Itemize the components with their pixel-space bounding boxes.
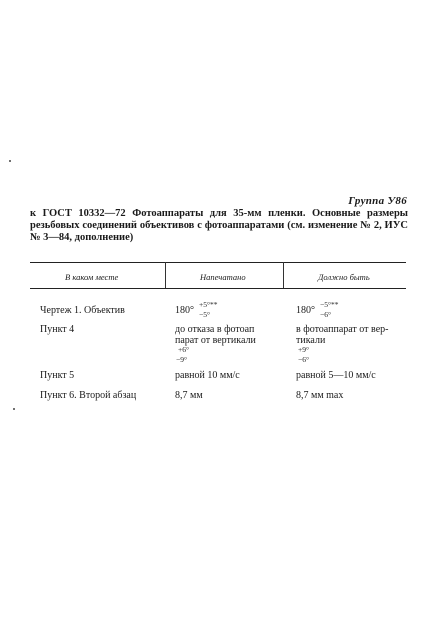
column-header-place: В каком месте <box>65 272 119 282</box>
speck-mark <box>9 160 11 162</box>
correct-lower-tolerance: −6° <box>320 310 331 319</box>
row-printed <box>175 305 194 316</box>
printed-lower-tolerance: −5° <box>199 310 210 319</box>
row-correct: 8,7 мм max <box>296 390 344 401</box>
printed-lower-tolerance: −9° <box>176 355 187 364</box>
printed-line: до отказа в фотоап <box>175 324 255 335</box>
column-divider <box>283 262 284 288</box>
printed-upper-tolerance: +6° <box>178 345 189 354</box>
correct-upper-tolerance: +9° <box>298 345 309 354</box>
column-header-printed: Напечатано <box>200 272 246 282</box>
correct-lower-tolerance: −6° <box>298 355 309 364</box>
row-place: Пункт 4 <box>40 324 75 335</box>
correct-line: тикали <box>296 335 326 346</box>
column-divider <box>165 262 166 288</box>
row-place: Чертеж 1. Объектив <box>40 305 125 316</box>
printed-angle: 180° <box>175 305 194 316</box>
table-top-rule <box>30 262 406 263</box>
correct-line: в фотоаппарат от вер- <box>296 324 389 335</box>
table-header-rule <box>30 288 406 289</box>
row-printed: 8,7 мм <box>175 390 203 401</box>
row-correct <box>296 305 315 316</box>
correct-upper-tolerance: −5°** <box>320 300 339 309</box>
printed-upper-tolerance: +5°** <box>199 300 218 309</box>
column-header-correct: Должно быть <box>318 272 370 282</box>
group-label: Группа У86 <box>348 195 407 207</box>
row-printed: равной 10 мм/с <box>175 370 240 381</box>
row-place: Пункт 6. Второй абзац <box>40 390 137 401</box>
speck-mark <box>13 408 15 410</box>
row-correct: равной 5—10 мм/с <box>296 370 376 381</box>
notice-text: к ГОСТ 10332—72 Фотоаппараты для 35-мм пленки. Основные размеры резьбовых соединений объективов с фотоаппаратами (см. изменение № 2, ИУС № 3—84, дополнение) <box>30 208 408 243</box>
printed-line: парат от вертикали <box>175 335 256 346</box>
correct-angle: 180° <box>296 305 315 316</box>
row-place: Пункт 5 <box>40 370 75 381</box>
